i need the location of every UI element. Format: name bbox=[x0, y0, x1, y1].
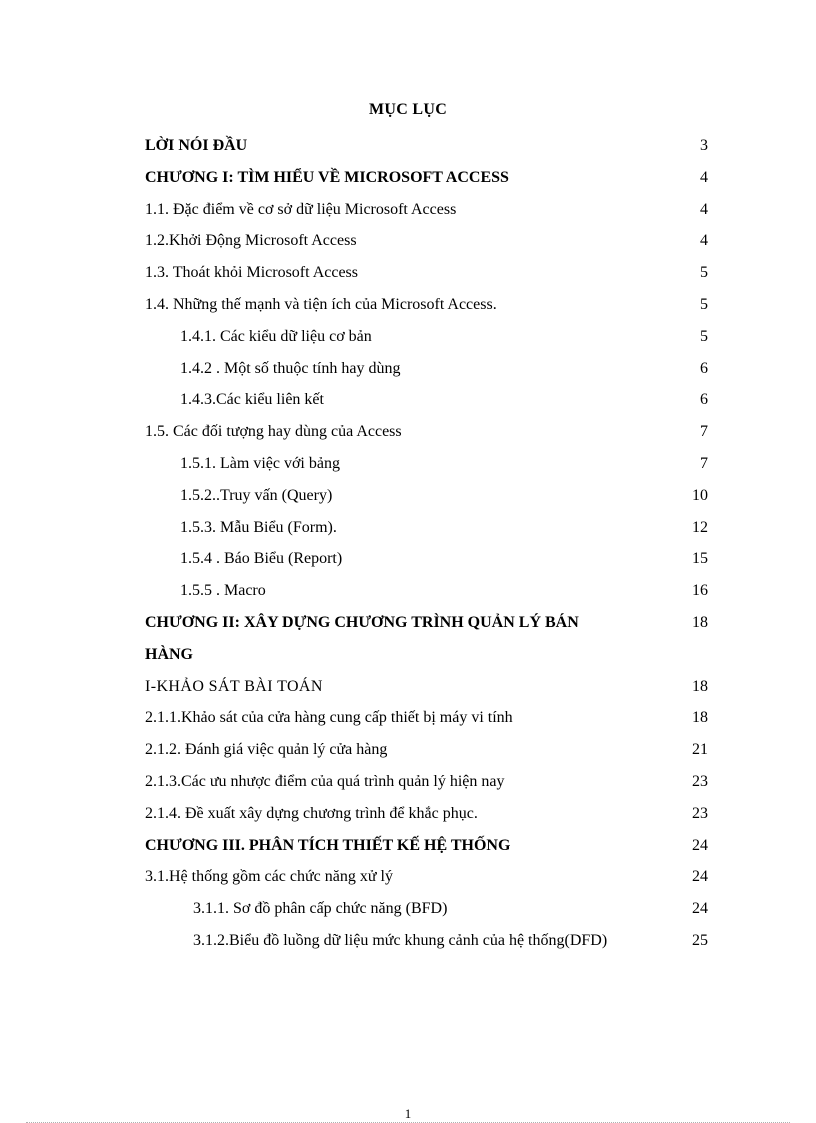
toc-entry-page: 23 bbox=[692, 804, 708, 822]
toc-entry-label: 1.5. Các đối tượng hay dùng của Access bbox=[145, 423, 402, 441]
toc-entry[interactable] bbox=[0, 768, 816, 800]
toc-entry-label: 1.4. Những thế mạnh và tiện ích của Microsoft Access. bbox=[145, 295, 497, 313]
toc-entry[interactable] bbox=[0, 927, 816, 959]
toc-entry[interactable] bbox=[0, 132, 816, 164]
toc-entry-label: 2.1.1.Khảo sát của cửa hàng cung cấp thiết bị máy vi tính bbox=[145, 709, 513, 727]
toc-entry-label: 2.1.2. Đánh giá việc quản lý cửa hàng bbox=[145, 741, 388, 759]
toc-entry-label: 2.1.4. Đề xuất xây dựng chương trình để khắc phục. bbox=[145, 804, 478, 822]
toc-entry-page: 15 bbox=[692, 550, 708, 568]
toc-entry[interactable] bbox=[0, 895, 816, 927]
toc-entry-page: 6 bbox=[700, 359, 708, 377]
toc-entry-label: 3.1.Hệ thống gồm các chức năng xử lý bbox=[145, 868, 393, 886]
toc-entry[interactable] bbox=[0, 323, 816, 355]
toc-entry-page: 4 bbox=[700, 200, 708, 218]
toc-entry-page: 5 bbox=[700, 264, 708, 282]
toc-entry[interactable] bbox=[0, 386, 816, 418]
toc-entry[interactable] bbox=[0, 259, 816, 291]
toc-entry-label: 1.2.Khởi Động Microsoft Access bbox=[145, 232, 357, 250]
toc-entry[interactable] bbox=[0, 418, 816, 450]
toc-entry-label: HÀNG bbox=[145, 645, 193, 663]
toc-entry[interactable] bbox=[0, 800, 816, 832]
toc-entry-page: 24 bbox=[692, 900, 708, 918]
toc-entry[interactable] bbox=[0, 577, 816, 609]
toc-entry[interactable] bbox=[0, 291, 816, 323]
toc-entry-label: LỜI NÓI ĐẦU bbox=[145, 137, 248, 154]
toc-entry-page: 24 bbox=[692, 868, 708, 886]
toc-entry-label: I-KHẢO SÁT BÀI TOÁN bbox=[145, 677, 323, 695]
toc-entry-page: 10 bbox=[692, 486, 708, 504]
toc-entry[interactable] bbox=[0, 673, 816, 705]
toc-entry-page: 24 bbox=[692, 836, 708, 854]
toc-entry-page: 4 bbox=[700, 232, 708, 250]
toc-entry[interactable] bbox=[0, 545, 816, 577]
toc-entry-page: 18 bbox=[692, 709, 708, 727]
toc-entry-label: 1.5.3. Mẫu Biểu (Form). bbox=[180, 518, 337, 536]
toc-entry-label: CHƯƠNG III. PHÂN TÍCH THIẾT KẾ HỆ THỐNG bbox=[145, 836, 511, 854]
toc-entry[interactable] bbox=[0, 641, 816, 673]
toc-entry[interactable] bbox=[0, 450, 816, 482]
toc-entry-label: 1.4.3.Các kiểu liên kết bbox=[180, 391, 324, 409]
toc-entry-label: 3.1.2.Biểu đồ luồng dữ liệu mức khung cảnh của hệ thống(DFD) bbox=[193, 931, 608, 949]
toc-entry-label: CHƯƠNG I: TÌM HIỂU VỀ MICROSOFT ACCESS bbox=[145, 168, 509, 186]
toc-entry-page: 4 bbox=[700, 168, 708, 186]
toc-entry-page: 5 bbox=[700, 327, 708, 345]
toc-entry-page: 7 bbox=[700, 454, 708, 472]
toc-entry-page: 21 bbox=[692, 741, 708, 759]
toc-entry-label: 1.5.2..Truy vấn (Query) bbox=[180, 486, 333, 504]
toc-entry-label: 1.5.4 . Báo Biểu (Report) bbox=[180, 550, 343, 568]
toc-entry[interactable] bbox=[0, 196, 816, 228]
toc-entry[interactable] bbox=[0, 482, 816, 514]
toc-entry[interactable] bbox=[0, 514, 816, 546]
toc-entry-page: 23 bbox=[692, 772, 708, 790]
toc-entry-label: 1.5.1. Làm việc với bảng bbox=[180, 454, 340, 472]
table-of-contents bbox=[0, 132, 816, 959]
toc-entry-label: CHƯƠNG II: XÂY DỰNG CHƯƠNG TRÌNH QUẢN LÝ BÁN bbox=[145, 613, 579, 631]
toc-entry-label: 2.1.3.Các ưu nhược điểm của quá trình quản lý hiện nay bbox=[145, 772, 505, 790]
toc-title: MỤC LỤC bbox=[368, 101, 448, 118]
toc-entry-label: 3.1.1. Sơ đồ phân cấp chức năng (BFD) bbox=[193, 900, 448, 918]
toc-entry[interactable] bbox=[0, 227, 816, 259]
toc-entry[interactable] bbox=[0, 609, 816, 641]
toc-entry-page: 5 bbox=[700, 295, 708, 313]
toc-entry-label: 1.3. Thoát khỏi Microsoft Access bbox=[145, 264, 359, 282]
toc-entry-page: 18 bbox=[692, 677, 708, 695]
toc-entry[interactable] bbox=[0, 832, 816, 864]
toc-entry-label: 1.4.2 . Một số thuộc tính hay dùng bbox=[180, 359, 401, 377]
toc-entry[interactable] bbox=[0, 736, 816, 768]
toc-entry[interactable] bbox=[0, 355, 816, 387]
toc-entry-page: 18 bbox=[692, 613, 708, 631]
toc-entry[interactable] bbox=[0, 704, 816, 736]
toc-entry-label: 1.4.1. Các kiểu dữ liệu cơ bản bbox=[180, 327, 372, 345]
toc-entry-page: 3 bbox=[700, 137, 708, 154]
toc-entry[interactable] bbox=[0, 164, 816, 196]
toc-entry[interactable] bbox=[0, 863, 816, 895]
toc-entry-page: 7 bbox=[700, 423, 708, 441]
toc-entry-page: 25 bbox=[692, 931, 708, 949]
toc-entry-page: 12 bbox=[692, 518, 708, 536]
toc-entry-page: 16 bbox=[692, 582, 708, 600]
toc-entry-label: 1.5.5 . Macro bbox=[180, 582, 266, 600]
toc-entry-label: 1.1. Đặc điểm về cơ sở dữ liệu Microsoft Access bbox=[145, 200, 457, 218]
toc-entry-page: 6 bbox=[700, 391, 708, 409]
page-number: 1 bbox=[404, 1106, 412, 1121]
